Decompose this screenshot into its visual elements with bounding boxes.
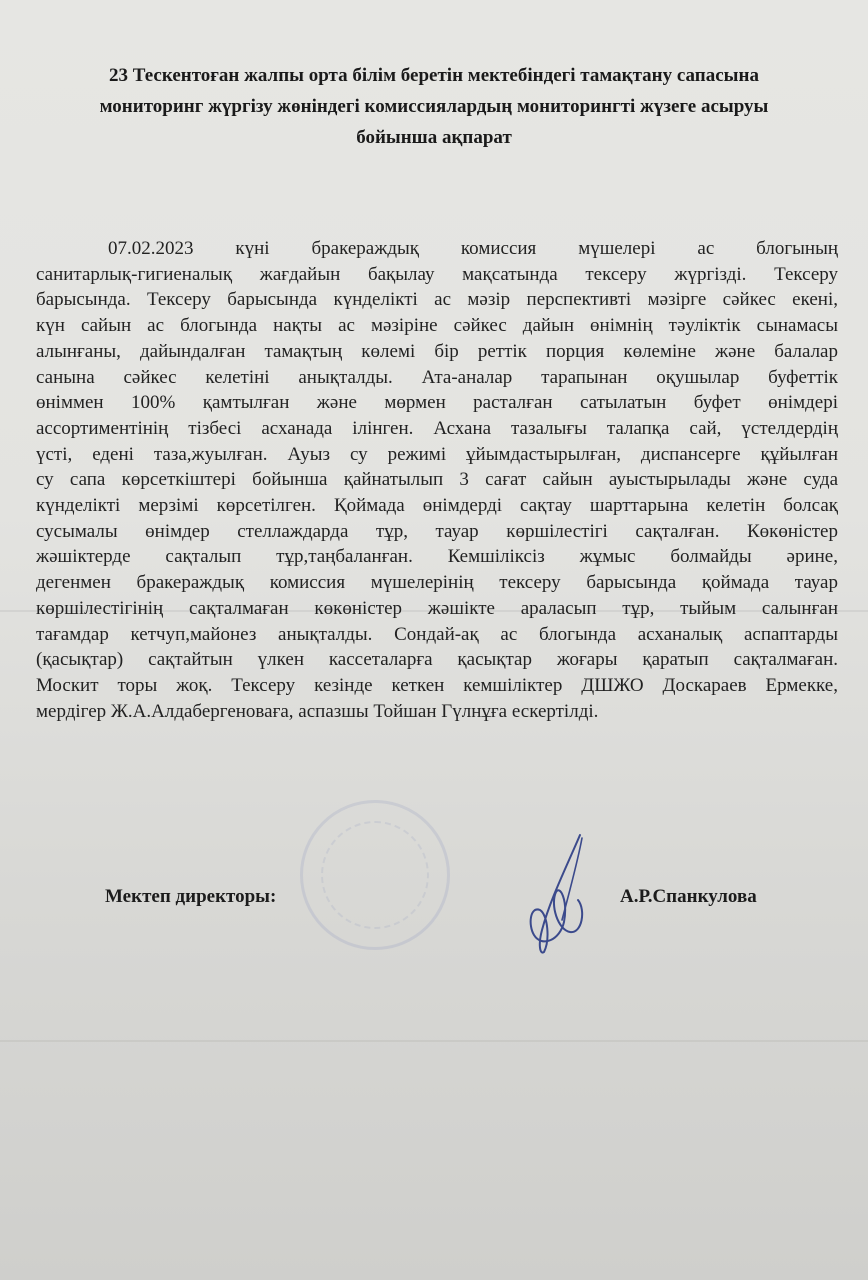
body-line: санитарлық-гигиеналық жағдайын бақылау мақсатында тексеру жүргізді. Тексеру — [36, 263, 838, 285]
director-name: А.Р.Спанкулова — [620, 886, 757, 907]
body-line: барысында. Тексеру барысында күнделікті ас мәзір перспективті мәзірге сәйкес екені, — [36, 289, 838, 311]
body-line: мердігер Ж.А.Алдабергеноваға, аспазшы Тойшан Гүлнұға ескертілді. — [36, 700, 599, 722]
body-line: көршілестігінің сақталмаған көкөністер жәшікте араласып тұр, тыйым салынған — [36, 597, 838, 619]
body-line: сусымалы өнімдер стеллаждарда тұр, тауар көршілестігі сақталған. Көкөністер — [36, 520, 838, 542]
body-line: санына сәйкес келетіні анықталды. Ата-аналар тарапынан оқушылар буфеттік — [36, 366, 838, 388]
body-line: күнделікті мерзімі көрсетілген. Қоймада өнімдерді сақтау шарттарына келетін болсақ — [36, 495, 838, 517]
body-line: (қасықтар) сақтайтын үлкен кассеталарға қасықтар жоғары қаратып сақталмаған. — [36, 649, 838, 671]
title-line: 23 Тескентоған жалпы орта білім беретін мектебіндегі тамақтану сапасына — [109, 65, 759, 86]
body-line: дегенмен бракераждық комиссия мүшелерінің тексеру барысында қоймада тауар — [36, 572, 838, 594]
body-line: ассортиментінің тізбесі асханада ілінген. Асхана тазалығы талапқа сай, үстелдердің — [36, 417, 838, 439]
handwritten-signature — [520, 830, 600, 960]
title-line: мониторинг жүргізу жөніндегі комиссиялардың мониторингті жүзеге асыруы — [99, 96, 769, 117]
document-title — [30, 60, 838, 153]
body-line: 07.02.2023 күні бракераждық комиссия мүшелері ас блогының — [108, 238, 838, 259]
body-line: өніммен 100% қамтылған және мөрмен расталған сатылатын буфет өнімдері — [36, 392, 838, 414]
paper-crease — [0, 1040, 868, 1042]
director-label: Мектеп директоры: — [105, 886, 277, 907]
body-line: су сапа көрсеткіштері бойынша қайнатылып 3 сағат сайын ауыстырылады және суда — [36, 469, 838, 491]
body-line: жәшіктерде сақталып тұр,таңбаланған. Кемшіліксіз жұмыс болмайды әрине, — [36, 546, 838, 568]
document-body — [36, 236, 838, 724]
title-line: бойынша ақпарат — [356, 127, 512, 148]
faded-stamp — [300, 800, 450, 950]
body-line: алынғаны, дайындалған тамақтың көлемі бір реттік порция көлеміне және балалар — [36, 340, 838, 362]
body-line: тағамдар кетчуп,майонез анықталды. Сондай-ақ ас блогында асханалық аспаптарды — [36, 623, 838, 645]
body-line: үсті, едені таза,жуылған. Ауыз су режимі ұйымдастырылған, диспансерге құйылған — [36, 443, 838, 465]
body-line: күн сайын ас блогында нақты ас мәзіріне сәйкес дайын өнімнің тәуліктік сынамасы — [36, 315, 838, 337]
body-line: Москит торы жоқ. Тексеру кезінде кеткен кемшіліктер ДШЖО Доскараев Ермекке, — [36, 674, 838, 696]
